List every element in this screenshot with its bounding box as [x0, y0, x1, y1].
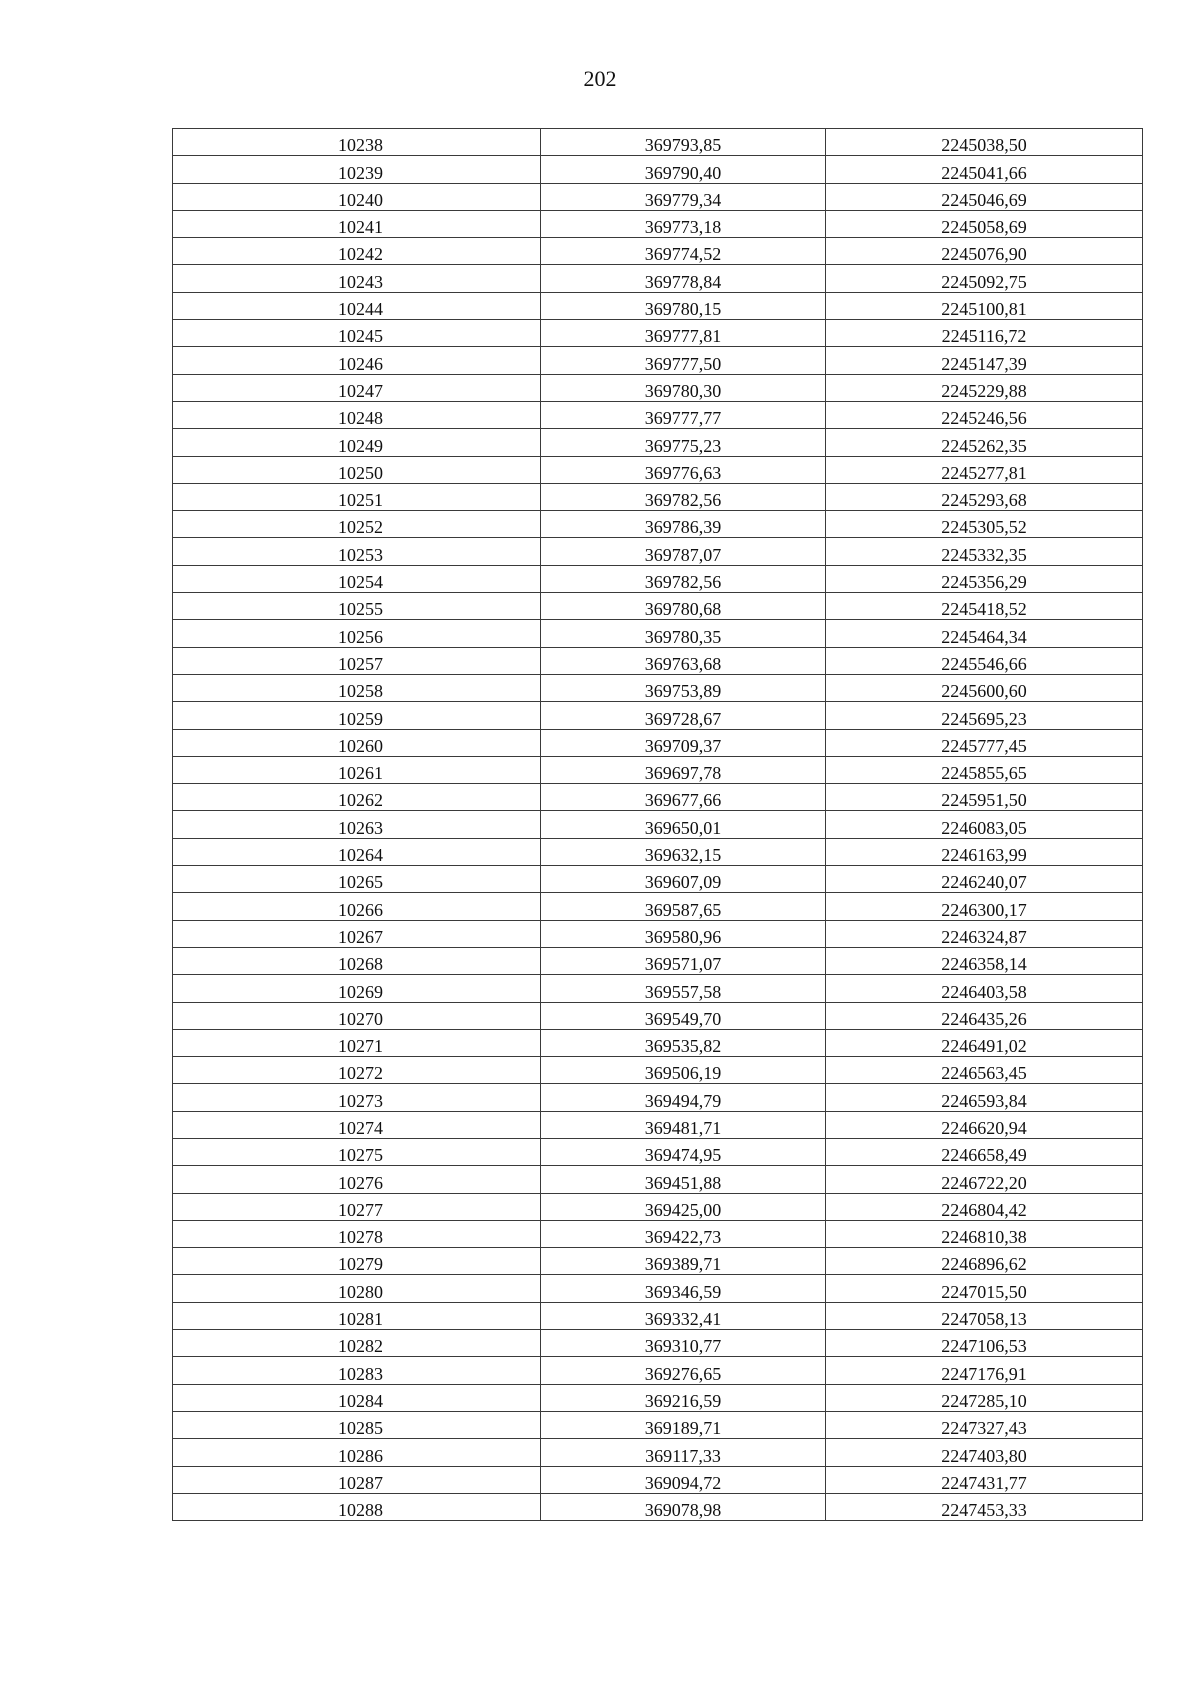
point-number-cell: 10276: [173, 1166, 541, 1193]
coordinates-table-body: [173, 129, 1143, 1521]
table-row: [173, 538, 1143, 565]
point-number-cell: 10248: [173, 401, 541, 428]
table-row: [173, 647, 1143, 674]
point-number-cell: 10278: [173, 1220, 541, 1247]
point-number-cell: 10243: [173, 265, 541, 292]
point-number-cell: 10282: [173, 1330, 541, 1357]
y-coordinate-cell: 2245058,69: [826, 210, 1143, 237]
point-number-cell: 10259: [173, 702, 541, 729]
y-coordinate-cell: 2247015,50: [826, 1275, 1143, 1302]
y-coordinate-cell: 2245116,72: [826, 320, 1143, 347]
point-number-cell: 10265: [173, 866, 541, 893]
point-number-cell: 10239: [173, 156, 541, 183]
table-row: [173, 593, 1143, 620]
y-coordinate-cell: 2247285,10: [826, 1384, 1143, 1411]
y-coordinate-cell: 2247327,43: [826, 1411, 1143, 1438]
x-coordinate-cell: 369580,96: [541, 920, 826, 947]
y-coordinate-cell: 2245305,52: [826, 511, 1143, 538]
y-coordinate-cell: 2246563,45: [826, 1057, 1143, 1084]
x-coordinate-cell: 369790,40: [541, 156, 826, 183]
table-row: [173, 1138, 1143, 1165]
y-coordinate-cell: 2245293,68: [826, 483, 1143, 510]
x-coordinate-cell: 369557,58: [541, 975, 826, 1002]
table-row: [173, 374, 1143, 401]
x-coordinate-cell: 369787,07: [541, 538, 826, 565]
y-coordinate-cell: 2245076,90: [826, 238, 1143, 265]
y-coordinate-cell: 2245092,75: [826, 265, 1143, 292]
x-coordinate-cell: 369117,33: [541, 1439, 826, 1466]
y-coordinate-cell: 2246810,38: [826, 1220, 1143, 1247]
point-number-cell: 10285: [173, 1411, 541, 1438]
point-number-cell: 10240: [173, 183, 541, 210]
y-coordinate-cell: 2246083,05: [826, 811, 1143, 838]
y-coordinate-cell: 2247058,13: [826, 1302, 1143, 1329]
y-coordinate-cell: 2245600,60: [826, 674, 1143, 701]
y-coordinate-cell: 2245246,56: [826, 401, 1143, 428]
point-number-cell: 10254: [173, 565, 541, 592]
point-number-cell: 10269: [173, 975, 541, 1002]
point-number-cell: 10286: [173, 1439, 541, 1466]
x-coordinate-cell: 369776,63: [541, 456, 826, 483]
x-coordinate-cell: 369094,72: [541, 1466, 826, 1493]
y-coordinate-cell: 2247176,91: [826, 1357, 1143, 1384]
table-row: [173, 811, 1143, 838]
point-number-cell: 10252: [173, 511, 541, 538]
point-number-cell: 10268: [173, 947, 541, 974]
point-number-cell: 10250: [173, 456, 541, 483]
table-row: [173, 729, 1143, 756]
x-coordinate-cell: 369773,18: [541, 210, 826, 237]
table-row: [173, 511, 1143, 538]
table-row: [173, 838, 1143, 865]
x-coordinate-cell: 369422,73: [541, 1220, 826, 1247]
x-coordinate-cell: 369780,35: [541, 620, 826, 647]
point-number-cell: 10267: [173, 920, 541, 947]
table-row: [173, 920, 1143, 947]
point-number-cell: 10258: [173, 674, 541, 701]
y-coordinate-cell: 2246300,17: [826, 893, 1143, 920]
table-row: [173, 565, 1143, 592]
point-number-cell: 10257: [173, 647, 541, 674]
x-coordinate-cell: 369728,67: [541, 702, 826, 729]
point-number-cell: 10270: [173, 1002, 541, 1029]
x-coordinate-cell: 369777,81: [541, 320, 826, 347]
x-coordinate-cell: 369506,19: [541, 1057, 826, 1084]
point-number-cell: 10277: [173, 1193, 541, 1220]
point-number-cell: 10263: [173, 811, 541, 838]
table-row: [173, 1330, 1143, 1357]
y-coordinate-cell: 2247453,33: [826, 1493, 1143, 1520]
table-row: [173, 1193, 1143, 1220]
x-coordinate-cell: 369782,56: [541, 565, 826, 592]
point-number-cell: 10266: [173, 893, 541, 920]
y-coordinate-cell: 2246896,62: [826, 1248, 1143, 1275]
y-coordinate-cell: 2246163,99: [826, 838, 1143, 865]
y-coordinate-cell: 2245147,39: [826, 347, 1143, 374]
y-coordinate-cell: 2245695,23: [826, 702, 1143, 729]
y-coordinate-cell: 2246403,58: [826, 975, 1143, 1002]
x-coordinate-cell: 369474,95: [541, 1138, 826, 1165]
x-coordinate-cell: 369425,00: [541, 1193, 826, 1220]
x-coordinate-cell: 369389,71: [541, 1248, 826, 1275]
table-row: [173, 1275, 1143, 1302]
y-coordinate-cell: 2245418,52: [826, 593, 1143, 620]
point-number-cell: 10249: [173, 429, 541, 456]
table-row: [173, 401, 1143, 428]
table-row: [173, 1084, 1143, 1111]
table-row: [173, 1166, 1143, 1193]
x-coordinate-cell: 369774,52: [541, 238, 826, 265]
x-coordinate-cell: 369535,82: [541, 1029, 826, 1056]
coordinates-table: [172, 128, 1143, 1521]
table-row: [173, 183, 1143, 210]
y-coordinate-cell: 2246324,87: [826, 920, 1143, 947]
point-number-cell: 10272: [173, 1057, 541, 1084]
table-row: [173, 1248, 1143, 1275]
x-coordinate-cell: 369216,59: [541, 1384, 826, 1411]
y-coordinate-cell: 2245100,81: [826, 292, 1143, 319]
table-row: [173, 1493, 1143, 1520]
point-number-cell: 10288: [173, 1493, 541, 1520]
x-coordinate-cell: 369650,01: [541, 811, 826, 838]
x-coordinate-cell: 369763,68: [541, 647, 826, 674]
x-coordinate-cell: 369709,37: [541, 729, 826, 756]
point-number-cell: 10280: [173, 1275, 541, 1302]
y-coordinate-cell: 2247431,77: [826, 1466, 1143, 1493]
table-row: [173, 1357, 1143, 1384]
point-number-cell: 10255: [173, 593, 541, 620]
point-number-cell: 10244: [173, 292, 541, 319]
point-number-cell: 10246: [173, 347, 541, 374]
x-coordinate-cell: 369571,07: [541, 947, 826, 974]
y-coordinate-cell: 2245546,66: [826, 647, 1143, 674]
table-row: [173, 1384, 1143, 1411]
x-coordinate-cell: 369078,98: [541, 1493, 826, 1520]
x-coordinate-cell: 369780,68: [541, 593, 826, 620]
point-number-cell: 10281: [173, 1302, 541, 1329]
x-coordinate-cell: 369632,15: [541, 838, 826, 865]
x-coordinate-cell: 369587,65: [541, 893, 826, 920]
table-row: [173, 756, 1143, 783]
y-coordinate-cell: 2245046,69: [826, 183, 1143, 210]
point-number-cell: 10283: [173, 1357, 541, 1384]
x-coordinate-cell: 369332,41: [541, 1302, 826, 1329]
table-row: [173, 1220, 1143, 1247]
x-coordinate-cell: 369779,34: [541, 183, 826, 210]
x-coordinate-cell: 369777,50: [541, 347, 826, 374]
point-number-cell: 10287: [173, 1466, 541, 1493]
x-coordinate-cell: 369494,79: [541, 1084, 826, 1111]
table-row: [173, 483, 1143, 510]
x-coordinate-cell: 369549,70: [541, 1002, 826, 1029]
point-number-cell: 10274: [173, 1111, 541, 1138]
table-row: [173, 156, 1143, 183]
x-coordinate-cell: 369775,23: [541, 429, 826, 456]
y-coordinate-cell: 2245777,45: [826, 729, 1143, 756]
x-coordinate-cell: 369782,56: [541, 483, 826, 510]
table-row: [173, 320, 1143, 347]
table-row: [173, 1029, 1143, 1056]
y-coordinate-cell: 2245038,50: [826, 129, 1143, 156]
table-row: [173, 238, 1143, 265]
point-number-cell: 10241: [173, 210, 541, 237]
y-coordinate-cell: 2246435,26: [826, 1002, 1143, 1029]
x-coordinate-cell: 369786,39: [541, 511, 826, 538]
table-row: [173, 1439, 1143, 1466]
y-coordinate-cell: 2246722,20: [826, 1166, 1143, 1193]
point-number-cell: 10279: [173, 1248, 541, 1275]
table-row: [173, 702, 1143, 729]
x-coordinate-cell: 369697,78: [541, 756, 826, 783]
y-coordinate-cell: 2246358,14: [826, 947, 1143, 974]
point-number-cell: 10253: [173, 538, 541, 565]
point-number-cell: 10260: [173, 729, 541, 756]
x-coordinate-cell: 369753,89: [541, 674, 826, 701]
point-number-cell: 10273: [173, 1084, 541, 1111]
table-row: [173, 1466, 1143, 1493]
point-number-cell: 10284: [173, 1384, 541, 1411]
y-coordinate-cell: 2246658,49: [826, 1138, 1143, 1165]
y-coordinate-cell: 2245262,35: [826, 429, 1143, 456]
point-number-cell: 10238: [173, 129, 541, 156]
x-coordinate-cell: 369310,77: [541, 1330, 826, 1357]
table-row: [173, 1302, 1143, 1329]
point-number-cell: 10242: [173, 238, 541, 265]
y-coordinate-cell: 2245464,34: [826, 620, 1143, 647]
table-row: [173, 893, 1143, 920]
x-coordinate-cell: 369780,30: [541, 374, 826, 401]
table-row: [173, 347, 1143, 374]
table-row: [173, 975, 1143, 1002]
y-coordinate-cell: 2246593,84: [826, 1084, 1143, 1111]
table-row: [173, 129, 1143, 156]
point-number-cell: 10256: [173, 620, 541, 647]
table-row: [173, 1057, 1143, 1084]
point-number-cell: 10264: [173, 838, 541, 865]
x-coordinate-cell: 369778,84: [541, 265, 826, 292]
x-coordinate-cell: 369189,71: [541, 1411, 826, 1438]
table-row: [173, 620, 1143, 647]
point-number-cell: 10271: [173, 1029, 541, 1056]
table-row: [173, 947, 1143, 974]
table-row: [173, 292, 1143, 319]
x-coordinate-cell: 369346,59: [541, 1275, 826, 1302]
x-coordinate-cell: 369780,15: [541, 292, 826, 319]
x-coordinate-cell: 369451,88: [541, 1166, 826, 1193]
y-coordinate-cell: 2246240,07: [826, 866, 1143, 893]
table-row: [173, 456, 1143, 483]
y-coordinate-cell: 2247106,53: [826, 1330, 1143, 1357]
y-coordinate-cell: 2247403,80: [826, 1439, 1143, 1466]
table-row: [173, 784, 1143, 811]
y-coordinate-cell: 2246620,94: [826, 1111, 1143, 1138]
x-coordinate-cell: 369777,77: [541, 401, 826, 428]
x-coordinate-cell: 369793,85: [541, 129, 826, 156]
table-row: [173, 1111, 1143, 1138]
table-row: [173, 866, 1143, 893]
table-row: [173, 429, 1143, 456]
x-coordinate-cell: 369677,66: [541, 784, 826, 811]
point-number-cell: 10245: [173, 320, 541, 347]
y-coordinate-cell: 2245041,66: [826, 156, 1143, 183]
point-number-cell: 10251: [173, 483, 541, 510]
y-coordinate-cell: 2245229,88: [826, 374, 1143, 401]
y-coordinate-cell: 2245855,65: [826, 756, 1143, 783]
page-number: 202: [583, 66, 617, 91]
point-number-cell: 10275: [173, 1138, 541, 1165]
x-coordinate-cell: 369276,65: [541, 1357, 826, 1384]
y-coordinate-cell: 2245356,29: [826, 565, 1143, 592]
point-number-cell: 10262: [173, 784, 541, 811]
x-coordinate-cell: 369481,71: [541, 1111, 826, 1138]
table-row: [173, 674, 1143, 701]
y-coordinate-cell: 2245951,50: [826, 784, 1143, 811]
table-row: [173, 1002, 1143, 1029]
x-coordinate-cell: 369607,09: [541, 866, 826, 893]
table-row: [173, 1411, 1143, 1438]
y-coordinate-cell: 2245332,35: [826, 538, 1143, 565]
table-row: [173, 210, 1143, 237]
y-coordinate-cell: 2246491,02: [826, 1029, 1143, 1056]
y-coordinate-cell: 2246804,42: [826, 1193, 1143, 1220]
y-coordinate-cell: 2245277,81: [826, 456, 1143, 483]
point-number-cell: 10261: [173, 756, 541, 783]
table-row: [173, 265, 1143, 292]
point-number-cell: 10247: [173, 374, 541, 401]
